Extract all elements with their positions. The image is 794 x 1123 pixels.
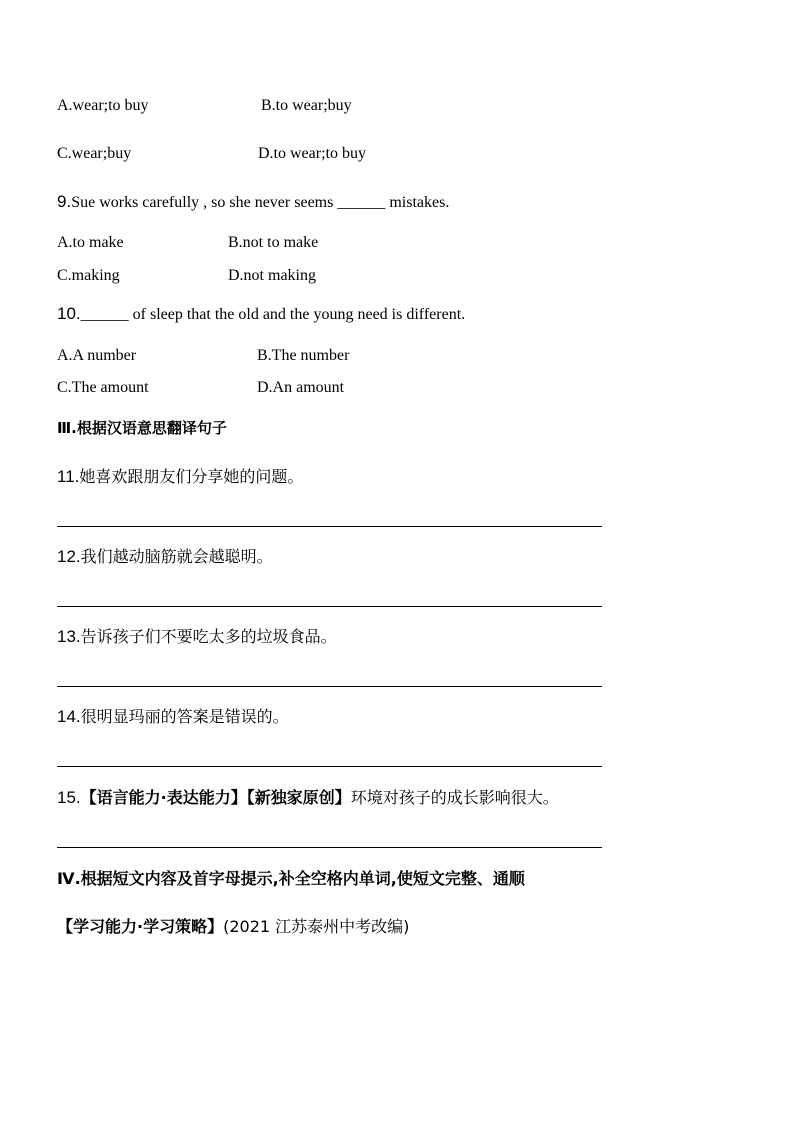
question-number: 15. [57, 788, 81, 807]
question-10 [57, 304, 465, 324]
q10-option-a: A.A number [57, 347, 137, 364]
q9-option-a: A.to make [57, 234, 124, 251]
question-13 [57, 624, 337, 647]
section-4-subheading [57, 914, 409, 937]
question-text: ______ of sleep that the old and the young need is different. [80, 306, 466, 323]
answer-line [57, 526, 602, 527]
q10-option-c: C.The amount [57, 379, 149, 396]
question-14 [57, 704, 289, 727]
question-15 [57, 785, 559, 808]
question-text: 她喜欢跟朋友们分享她的问题。 [79, 467, 304, 486]
answer-line [57, 766, 602, 767]
q8-option-d: D.to wear;to buy [258, 145, 366, 162]
question-9 [57, 192, 449, 212]
question-number: 11. [57, 467, 80, 486]
q9-option-d: D.not making [228, 267, 316, 284]
question-text: 环境对孩子的成长影响很大。 [350, 788, 559, 807]
answer-line [57, 606, 602, 607]
skill-tag: 【语言能力·表达能力】 [80, 788, 247, 807]
q8-option-b: B.to wear;buy [261, 97, 352, 114]
section-3-heading: Ⅲ.根据汉语意思翻译句子 [57, 419, 227, 437]
section-4-heading [57, 866, 525, 889]
question-number: 10. [57, 304, 81, 323]
answer-line [57, 847, 602, 848]
question-text: 我们越动脑筋就会越聪明。 [80, 547, 273, 566]
q10-option-d: D.An amount [257, 379, 345, 396]
question-number: 13. [57, 627, 81, 646]
question-text: 很明显玛丽的答案是错误的。 [80, 707, 289, 726]
source-note: (2021 江苏泰州中考改编) [223, 917, 410, 936]
original-tag: 【新独家原创】 [246, 788, 351, 807]
question-text: 告诉孩子们不要吃太多的垃圾食品。 [80, 627, 337, 646]
question-11 [57, 464, 303, 487]
q8-option-c: C.wear;buy [57, 145, 132, 162]
question-12 [57, 544, 273, 567]
skill-tag: 【学习能力·学习策略】 [57, 917, 224, 936]
q8-option-a: A.wear;to buy [57, 97, 149, 114]
question-number: 12. [57, 547, 81, 566]
section-4-title: Ⅳ.根据短文内容及首字母提示,补全空格内单词,使短文完整、通顺 [57, 869, 525, 888]
question-text: Sue works carefully , so she never seems ______ mistakes. [71, 194, 450, 211]
q9-option-c: C.making [57, 267, 120, 284]
answer-line [57, 686, 602, 687]
question-number: 14. [57, 707, 81, 726]
q10-option-b: B.The number [257, 347, 350, 364]
q9-option-b: B.not to make [228, 234, 319, 251]
question-number: 9. [57, 192, 72, 211]
